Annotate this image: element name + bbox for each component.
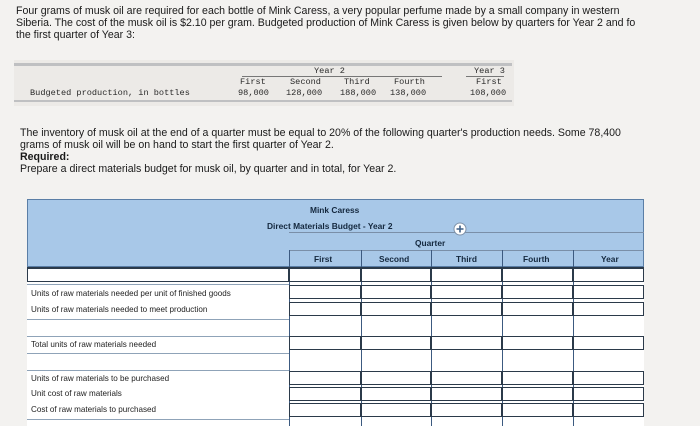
plus-circle-icon[interactable]	[453, 222, 467, 236]
row-label: Unit cost of raw materials	[31, 389, 122, 398]
budget-input-cell[interactable]	[431, 371, 502, 385]
year3-production-value: 108,000	[470, 88, 507, 98]
budget-input-cell[interactable]	[361, 285, 431, 299]
budget-input-cell[interactable]	[573, 387, 644, 401]
budget-input-cell[interactable]	[289, 336, 361, 350]
required-label: Required:	[20, 151, 70, 163]
budget-input-cell[interactable]	[502, 302, 573, 316]
instruction-text: Prepare a direct materials budget for musk oil, by quarter and in total, for Year 2.	[20, 163, 397, 175]
production-value: 138,000	[390, 88, 427, 98]
quarter-header: Second	[290, 77, 321, 87]
budget-input-cell[interactable]	[431, 302, 502, 316]
direct-materials-budget	[27, 199, 644, 426]
budget-input-cell[interactable]	[361, 403, 431, 417]
column-header-first: First	[314, 254, 333, 264]
budget-input-cell[interactable]	[289, 387, 361, 401]
intro-paragraph	[16, 5, 700, 41]
row-label: Total units of raw materials needed	[31, 340, 157, 349]
production-table	[14, 60, 514, 106]
production-value: 98,000	[238, 88, 269, 98]
budget-input-cell[interactable]	[573, 268, 644, 282]
budget-input-cell[interactable]	[289, 403, 361, 417]
budget-input-cell[interactable]	[573, 336, 644, 350]
production-value: 188,000	[340, 88, 377, 98]
column-header-second: Second	[379, 254, 410, 264]
production-value: 128,000	[286, 88, 323, 98]
row-label: Units of raw materials to be purchased	[31, 374, 170, 383]
budget-input-cell[interactable]	[27, 268, 289, 282]
quarter-header: Fourth	[394, 77, 425, 87]
budget-input-cell[interactable]	[289, 285, 361, 299]
table-bottom-rule	[14, 100, 512, 102]
budget-input-cell[interactable]	[431, 285, 502, 299]
year3-header: Year 3	[474, 66, 505, 76]
quarter-header: First	[240, 77, 266, 87]
budget-input-cell[interactable]	[502, 336, 573, 350]
budget-input-cell[interactable]	[573, 302, 644, 316]
budget-input-cell[interactable]	[502, 285, 573, 299]
budget-input-cell[interactable]	[361, 336, 431, 350]
budget-input-cell[interactable]	[361, 371, 431, 385]
budget-input-cell[interactable]	[573, 371, 644, 385]
year3-quarter-header: First	[476, 77, 502, 87]
budget-input-cell[interactable]	[289, 302, 361, 316]
budget-input-cell[interactable]	[361, 302, 431, 316]
header-rule	[289, 250, 644, 251]
row-label: Units of raw materials needed to meet production	[31, 305, 208, 314]
table-top-rule	[14, 63, 512, 66]
inventory-line: grams of musk oil will be on hand to start the first quarter of Year 2.	[20, 139, 334, 151]
row-label: Cost of raw materials to purchased	[31, 405, 157, 414]
inventory-line: The inventory of musk oil at the end of a quarter must be equal to 20% of the following quarter's production needs. Some 78,400	[20, 127, 621, 139]
company-name: Mink Caress	[310, 205, 360, 215]
production-row-label: Budgeted production, in bottles	[30, 88, 190, 98]
budget-input-cell[interactable]	[289, 268, 361, 282]
budget-input-cell[interactable]	[361, 268, 431, 282]
budget-input-cell[interactable]	[431, 268, 502, 282]
intro-line: the first quarter of Year 3:	[16, 29, 135, 41]
row-label: Units of raw materials needed per unit of finished goods	[31, 289, 231, 298]
budget-input-cell[interactable]	[502, 387, 573, 401]
budget-input-cell[interactable]	[361, 387, 431, 401]
budget-input-cell[interactable]	[502, 403, 573, 417]
intro-line: Four grams of musk oil are required for each bottle of Mink Caress, a very popular perfume made by a small company in western	[16, 5, 620, 17]
quarter-header: Third	[344, 77, 370, 87]
inventory-paragraph	[20, 127, 690, 175]
budget-title: Direct Materials Budget - Year 2	[267, 221, 393, 231]
intro-line: Siberia. The cost of the musk oil is $2.10 per gram. Budgeted production of Mink Caress is given below by quarters for Year 2 and fo	[16, 17, 636, 29]
column-header-fourth: Fourth	[523, 254, 550, 264]
column-header-year: Year	[601, 254, 619, 264]
budget-input-cell[interactable]	[573, 403, 644, 417]
budget-input-cell[interactable]	[573, 285, 644, 299]
column-header-third: Third	[456, 254, 477, 264]
budget-input-cell[interactable]	[502, 268, 573, 282]
budget-input-cell[interactable]	[431, 387, 502, 401]
budget-input-cell[interactable]	[431, 403, 502, 417]
budget-input-cell[interactable]	[431, 336, 502, 350]
quarter-label: Quarter	[415, 238, 446, 248]
year2-header: Year 2	[314, 66, 345, 76]
budget-input-cell[interactable]	[289, 371, 361, 385]
budget-input-cell[interactable]	[502, 371, 573, 385]
